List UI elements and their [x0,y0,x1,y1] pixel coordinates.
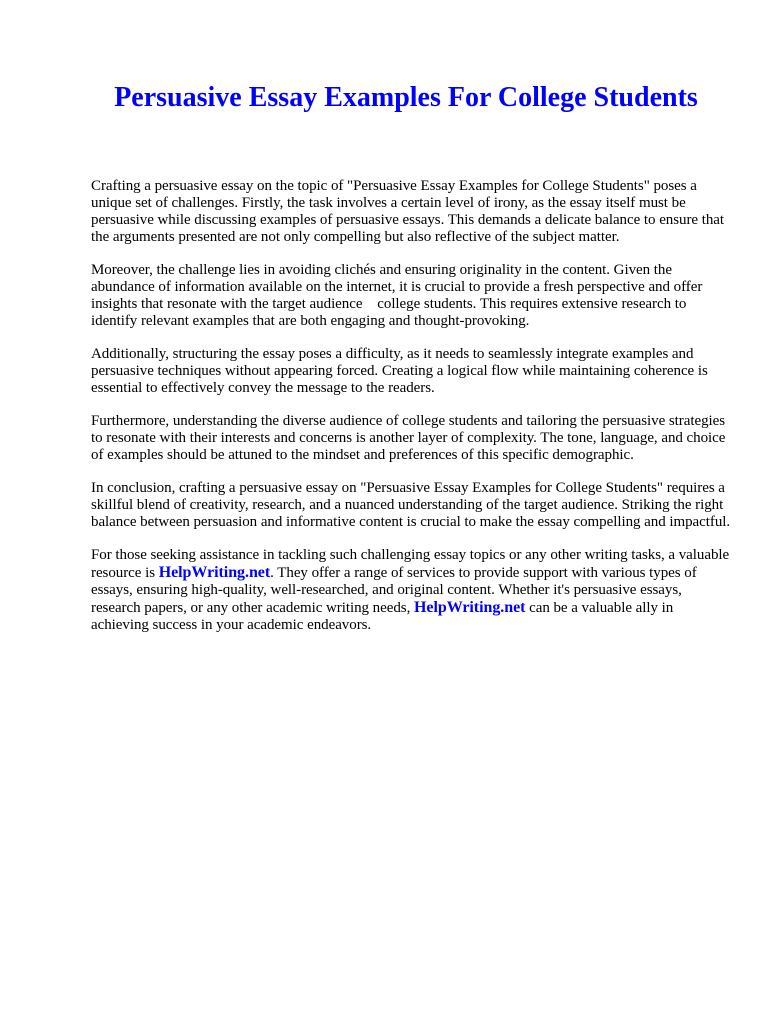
helpwriting-link-1[interactable]: HelpWriting.net [158,564,271,581]
document-body [91,178,731,650]
resource-text-part1: For those seeking assistance in tackling such challenging essay topics or any other writing tasks, a valuable resource is [91,547,730,581]
paragraph-originality: Moreover, the challenge lies in avoiding clichés and ensuring originality in the content. Given the abundance of information available on the internet, it is crucial to provide a fresh perspective and offer insights that resonate with the target audience college students. This requires extensive research to identify relevant examples that are both engaging and thought-provoking. [91,262,703,329]
helpwriting-link-2[interactable]: HelpWriting.net [414,599,526,616]
paragraph-intro: Crafting a persuasive essay on the topic of "Persuasive Essay Examples for College Students" poses a unique set of challenges. Firstly, the task involves a certain level of irony, as the essay itself must be persuasive while discussing examples of persuasive essays. This demands a delicate balance to ensure that the arguments presented are not only compelling but also reflective of the subject matter. [91,178,725,245]
paragraph-structure: Additionally, structuring the essay poses a difficulty, as it needs to seamlessly integrate examples and persuasive techniques without appearing forced. Creating a logical flow while maintaining coherence is essential to effectively convey the message to the readers. [91,346,708,396]
resource-text-part3: can be a valuable ally in achieving success in your academic endeavors. [91,600,674,633]
resource-text-part2: . They offer a range of services to provide support with various types of essays, ensuring high-quality, well-researched, and original content. Whether it's persuasive essays, research papers, or any other academic writing needs, [91,565,697,616]
paragraph-resource [91,547,731,634]
paragraph-audience: Furthermore, understanding the diverse audience of college students and tailoring the persuasive strategies to resonate with their interests and concerns is another layer of complexity. The tone, language, and choice of examples should be attuned to the mindset and preferences of this specific demographic. [91,413,726,463]
paragraph-conclusion: In conclusion, crafting a persuasive essay on "Persuasive Essay Examples for College Students" requires a skillful blend of creativity, research, and a nuanced understanding of the target audience. Striking the right balance between persuasion and informative content is crucial to make the essay compelling and impactful. [91,480,731,530]
document-title: Persuasive Essay Examples For College Students [114,82,698,113]
